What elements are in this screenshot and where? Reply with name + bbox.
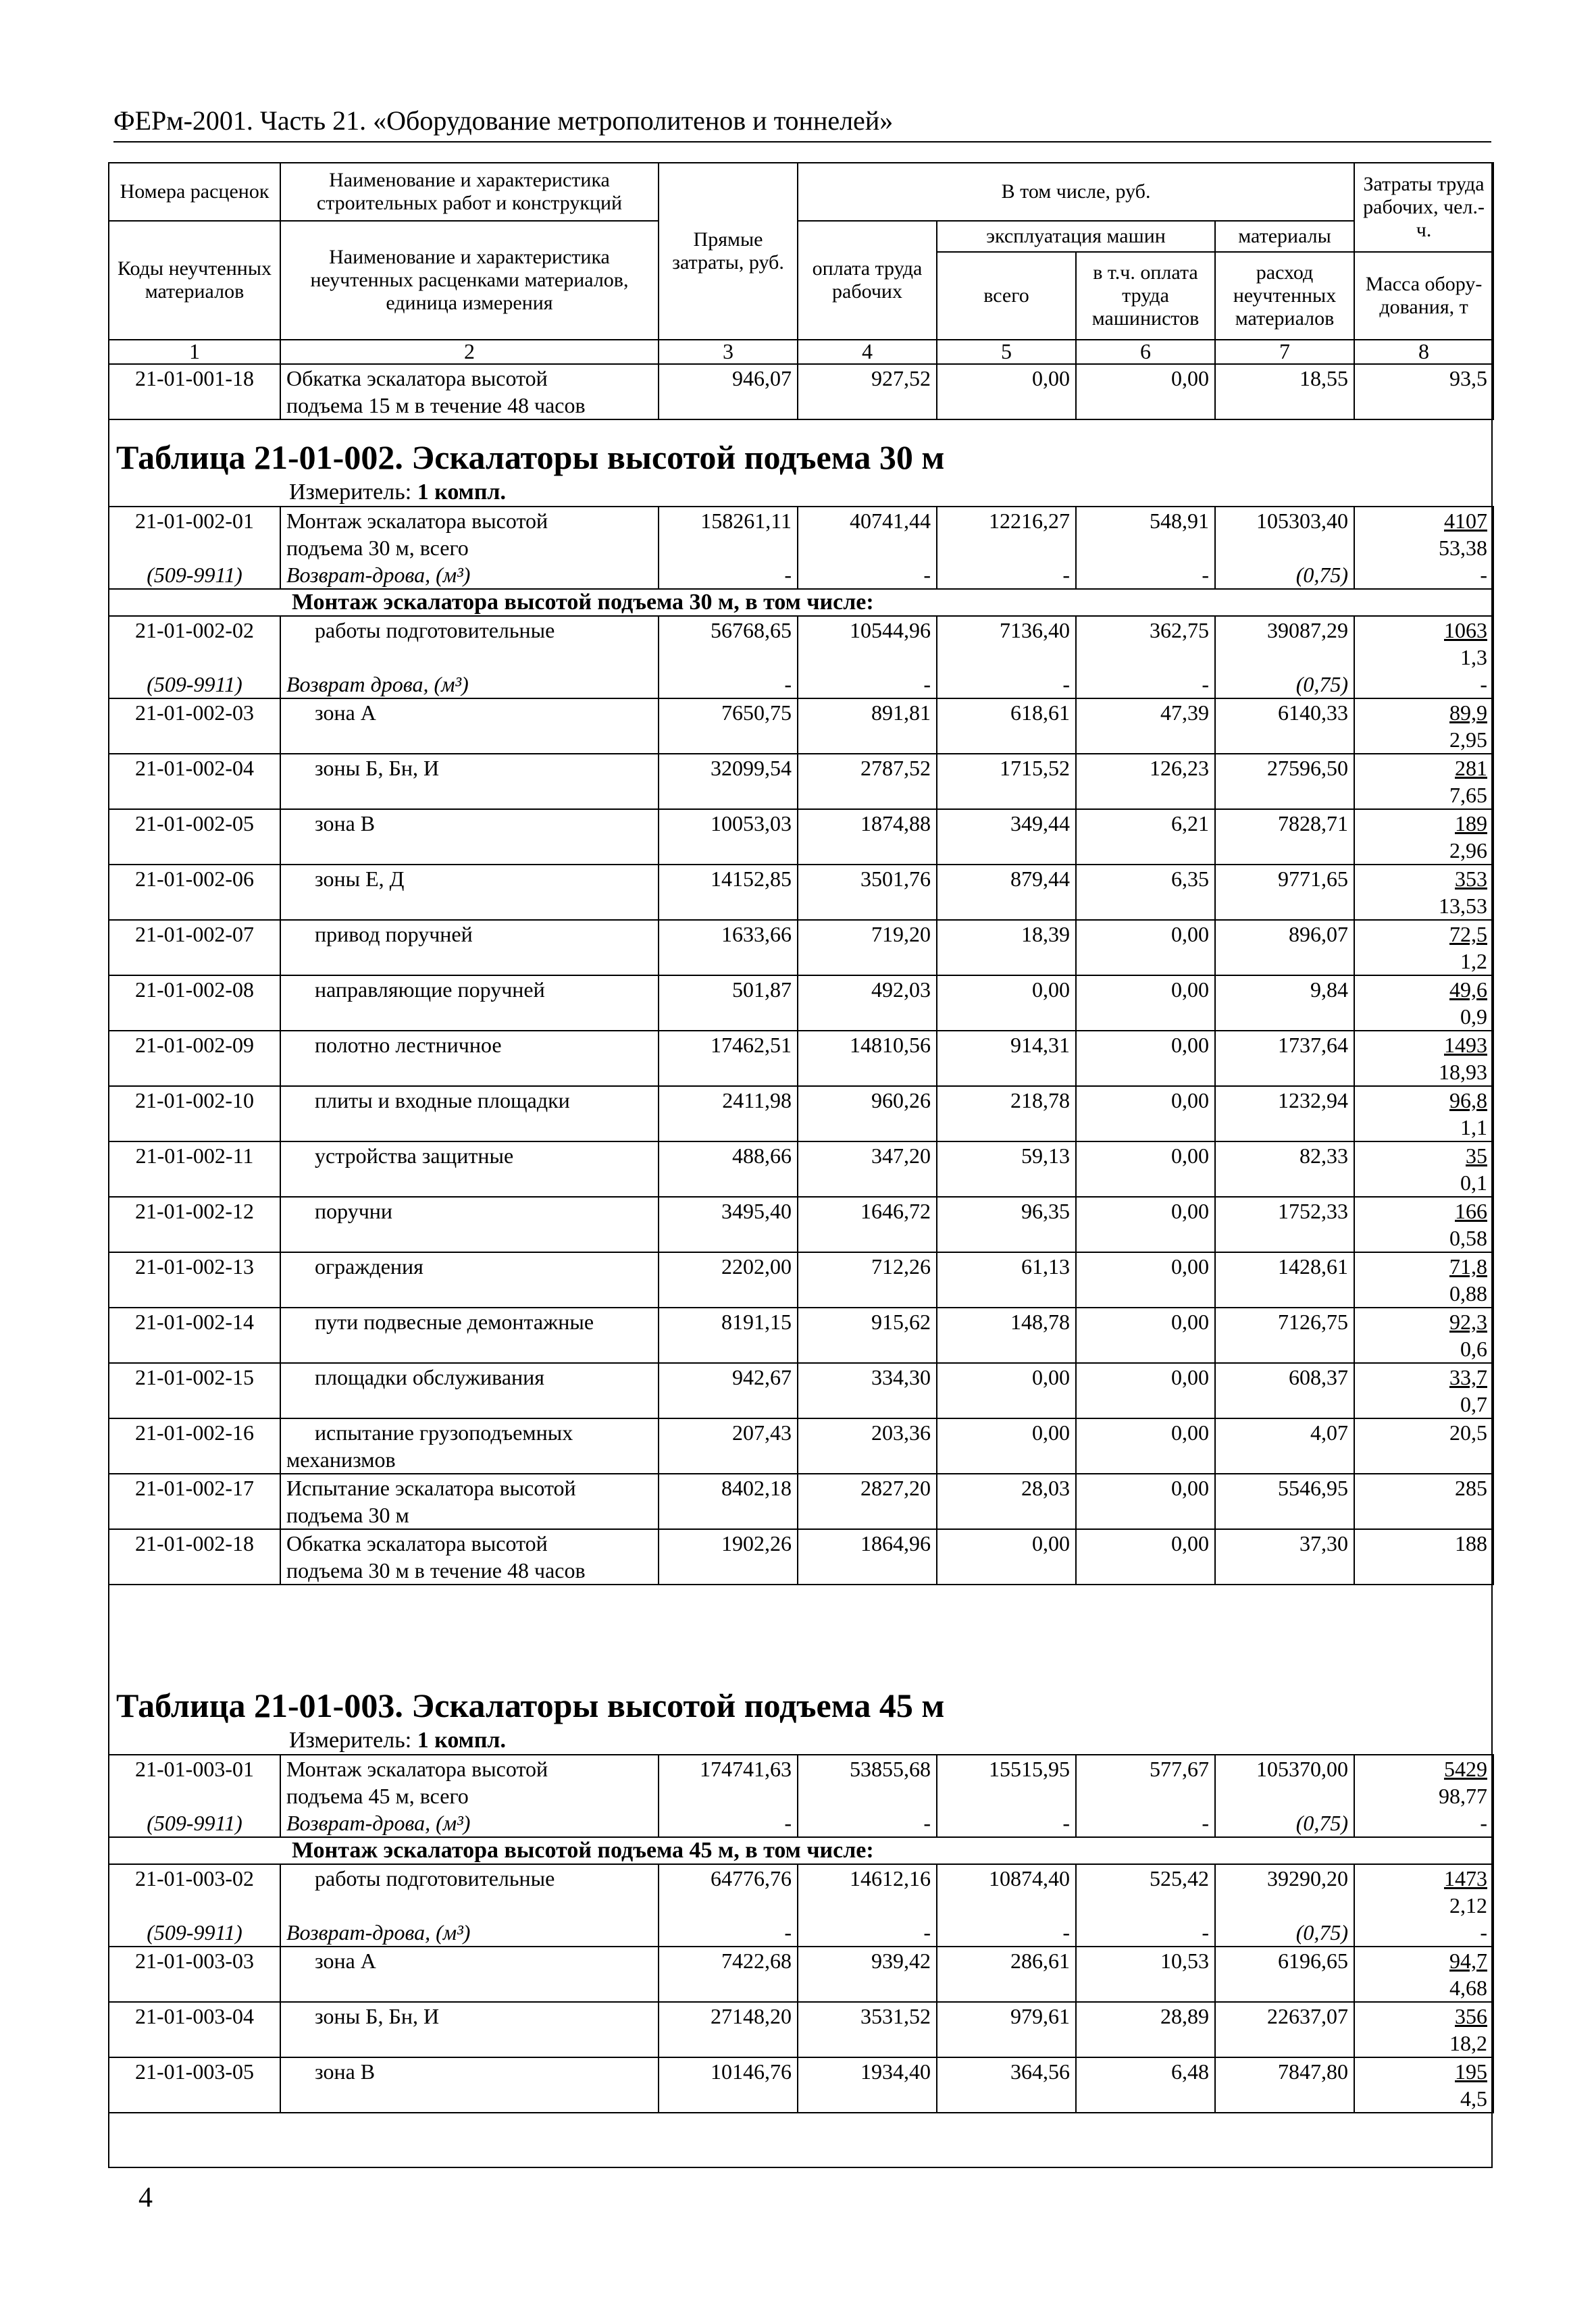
row-labor: 14810,56 [798,1031,937,1086]
row-mach: 10874,40 - [937,1864,1076,1947]
row-mat: 1737,64 [1215,1031,1354,1086]
row-mach: 1715,52 [937,754,1076,809]
row-cost: 72,5 1,2 [1354,920,1493,975]
table-row [109,975,1493,1031]
row-mach-pay: 126,23 [1076,754,1215,809]
row-mach-pay: 0,00 [1076,920,1215,975]
row-code: 21-01-002-11 [109,1141,280,1197]
row-mach: 218,78 [937,1086,1076,1141]
row-labor: 3501,76 [798,865,937,920]
row-cost: 281 7,65 [1354,754,1493,809]
row-mat: 82,33 [1215,1141,1354,1197]
row-mach-pay: 6,48 [1076,2057,1215,2113]
row-labor: 492,03 [798,975,937,1031]
row-code: 21-01-003-03 [109,1947,280,2002]
row-mat: 7126,75 [1215,1308,1354,1363]
row-mat: 9771,65 [1215,865,1354,920]
row-name: зоны Б, Бн, И [280,754,659,809]
row-mach: 979,61 [937,2002,1076,2057]
row-cost: 35 0,1 [1354,1141,1493,1197]
row-labor: 347,20 [798,1141,937,1197]
row-mat: 22637,07 [1215,2002,1354,2057]
table-row [109,1197,1493,1252]
row-code: 21-01-002-14 [109,1308,280,1363]
col-num: 6 [1076,340,1215,364]
row-labor: 14612,16 - [798,1864,937,1947]
row-code: 21-01-002-16 [109,1418,280,1474]
row-direct: 158261,11 - [659,507,798,589]
row-mach-pay: 0,00 [1076,1086,1215,1141]
row-code: 21-01-003-04 [109,2002,280,2057]
row-name: Монтаж эскалатора высотой подъема 30 м, всего Возврат-дрова, (м³) [280,507,659,589]
page-number: 4 [138,2182,153,2213]
row-name: направляющие поручней [280,975,659,1031]
row-direct: 27148,20 [659,2002,798,2057]
row-mat: 1428,61 [1215,1252,1354,1308]
rates-table-30m [108,506,1494,1585]
row-code: 21-01-003-01 (509-9911) [109,1755,280,1837]
row-direct: 3495,40 [659,1197,798,1252]
row-name: плиты и входные площадки [280,1086,659,1141]
table-row [109,1252,1493,1308]
row-direct: 946,07 [659,364,798,419]
row-name: зона В [280,809,659,865]
col-num: 2 [280,340,659,364]
table-row [109,2002,1493,2057]
row-mat: 39087,29 (0,75) [1215,616,1354,698]
column-header-table [108,162,1494,420]
col-num: 5 [937,340,1076,364]
row-mach-pay: 577,67 - [1076,1755,1215,1837]
row-mach: 15515,95 - [937,1755,1076,1837]
col-materials: материалы [1215,221,1354,252]
col-code-top: Номера расценок [109,163,280,221]
row-cost: 1493 18,93 [1354,1031,1493,1086]
row-code: 21-01-002-06 [109,865,280,920]
row-mat: 18,55 [1215,364,1354,419]
row-name: зона В [280,2057,659,2113]
table-row [109,2057,1493,2113]
row-code: 21-01-002-09 [109,1031,280,1086]
row-direct: 2202,00 [659,1252,798,1308]
table-row [109,507,1493,589]
measure-line: Измеритель: 1 компл. [289,480,507,505]
row-cost: 4107 53,38 - [1354,507,1493,589]
row-direct: 1902,26 [659,1529,798,1585]
row-code: 21-01-002-18 [109,1529,280,1585]
row-labor: 891,81 [798,698,937,754]
row-cost: 195 4,5 [1354,2057,1493,2113]
row-code: 21-01-002-10 [109,1086,280,1141]
row-mach-pay: 0,00 [1076,1031,1215,1086]
row-cost: 89,9 2,95 [1354,698,1493,754]
col-labor-pay: оплата труда рабочих [798,221,937,340]
row-labor: 53855,68 - [798,1755,937,1837]
row-cost: 166 0,58 [1354,1197,1493,1252]
subheading-text: Монтаж эскалатора высотой подъема 30 м, в том числе: [109,589,1493,616]
row-mat: 6196,65 [1215,1947,1354,2002]
row-mach-pay: 28,89 [1076,2002,1215,2057]
table-row [109,809,1493,865]
row-cost: 1473 2,12 - [1354,1864,1493,1947]
row-labor: 927,52 [798,364,937,419]
col-mat-use: расход неучтенных материалов [1215,252,1354,340]
section-subheading [109,589,1493,616]
row-cost: 353 13,53 [1354,865,1493,920]
row-mach-pay: 10,53 [1076,1947,1215,2002]
row-labor: 40741,44 - [798,507,937,589]
row-direct: 1633,66 [659,920,798,975]
row-mat: 7828,71 [1215,809,1354,865]
row-code: 21-01-002-04 [109,754,280,809]
row-mach: 59,13 [937,1141,1076,1197]
table-21-01-003 [108,1684,1493,2113]
rates-table-45m [108,1754,1494,2113]
row-mach-pay: 548,91 - [1076,507,1215,589]
row-mach-pay: 525,42 - [1076,1864,1215,1947]
row-name: поручни [280,1197,659,1252]
row-mach: 879,44 [937,865,1076,920]
row-code: 21-01-002-03 [109,698,280,754]
table-row [109,1947,1493,2002]
row-labor: 10544,96 - [798,616,937,698]
row-direct: 7422,68 [659,1947,798,2002]
table-row [109,1418,1493,1474]
row-cost: 94,7 4,68 [1354,1947,1493,2002]
row-labor: 203,36 [798,1418,937,1474]
row-direct: 17462,51 [659,1031,798,1086]
row-labor: 915,62 [798,1308,937,1363]
row-labor: 719,20 [798,920,937,975]
table-row [109,616,1493,698]
table-row [109,1864,1493,1947]
row-name: Монтаж эскалатора высотой подъема 45 м, всего Возврат-дрова, (м³) [280,1755,659,1837]
row-name: площадки обслуживания [280,1363,659,1418]
row-name: ограждения [280,1252,659,1308]
row-cost: 188 [1354,1529,1493,1585]
row-direct: 488,66 [659,1141,798,1197]
row-labor: 939,42 [798,1947,937,2002]
row-name: испытание грузоподъемных механизмов [280,1418,659,1474]
measure-line: Измеритель: 1 компл. [289,1728,507,1753]
table-row [109,1308,1493,1363]
col-num: 7 [1215,340,1354,364]
subheading-text: Монтаж эскалатора высотой подъема 45 м, в том числе: [109,1837,1493,1864]
col-mach-pay: в т.ч. оплата труда машинистов [1076,252,1215,340]
row-mach: 364,56 [937,2057,1076,2113]
row-mat: 9,84 [1215,975,1354,1031]
col-mass: Масса обору-дования, т [1354,252,1493,340]
row-labor: 1934,40 [798,2057,937,2113]
row-code: 21-01-001-18 [109,364,280,419]
row-mach-pay: 0,00 [1076,1418,1215,1474]
table-title: Таблица 21-01-003. Эскалаторы высотой подъема 45 м [116,1687,945,1724]
row-mat: 105370,00 (0,75) [1215,1755,1354,1837]
row-name: привод поручней [280,920,659,975]
table-row [109,1474,1493,1529]
row-mach: 18,39 [937,920,1076,975]
row-code: 21-01-003-02 (509-9911) [109,1864,280,1947]
row-cost: 92,3 0,6 [1354,1308,1493,1363]
row-direct: 942,67 [659,1363,798,1418]
row-cost: 5429 98,77 - [1354,1755,1493,1837]
row-mach: 349,44 [937,809,1076,865]
row-labor: 1864,96 [798,1529,937,1585]
row-mat: 5546,95 [1215,1474,1354,1529]
row-direct: 174741,63 - [659,1755,798,1837]
row-mat: 6140,33 [1215,698,1354,754]
col-name-top: Наименование и характеристика строительных работ и конструкций [280,163,659,221]
row-mat: 1752,33 [1215,1197,1354,1252]
col-num: 4 [798,340,937,364]
row-mach: 148,78 [937,1308,1076,1363]
row-mat: 27596,50 [1215,754,1354,809]
row-cost: 20,5 [1354,1418,1493,1474]
row-code: 21-01-002-07 [109,920,280,975]
row-labor: 334,30 [798,1363,937,1418]
row-name: зона А [280,698,659,754]
table-row [109,1529,1493,1585]
row-name: Обкатка эскалатора высотой подъема 15 м в течение 48 часов [280,364,659,419]
row-mach: 0,00 [937,1418,1076,1474]
row-direct: 64776,76 - [659,1864,798,1947]
col-direct: Прямые затраты, руб. [659,163,798,340]
col-mach-total: всего [937,252,1076,340]
col-incl: В том числе, руб. [798,163,1354,221]
row-mat: 4,07 [1215,1418,1354,1474]
row-cost: 285 [1354,1474,1493,1529]
col-num: 1 [109,340,280,364]
row-cost: 93,5 [1354,364,1493,419]
table-row [109,920,1493,975]
row-name: пути подвесные демонтажные [280,1308,659,1363]
col-num: 3 [659,340,798,364]
row-cost: 356 18,2 [1354,2002,1493,2057]
row-mach: 914,31 [937,1031,1076,1086]
row-mat: 105303,40 (0,75) [1215,507,1354,589]
row-mach: 0,00 [937,975,1076,1031]
row-name: устройства защитные [280,1141,659,1197]
section-subheading [109,1837,1493,1864]
table-row [109,1363,1493,1418]
row-mach-pay: 0,00 [1076,1141,1215,1197]
row-mach-pay: 0,00 [1076,1474,1215,1529]
row-name: Испытание эскалатора высотой подъема 30 м [280,1474,659,1529]
row-code: 21-01-002-01 (509-9911) [109,507,280,589]
col-labor-cost: Затраты труда рабочих, чел.-ч. [1354,163,1493,252]
row-code: 21-01-002-15 [109,1363,280,1418]
row-labor: 1646,72 [798,1197,937,1252]
row-direct: 56768,65 - [659,616,798,698]
row-mat: 37,30 [1215,1529,1354,1585]
row-cost: 96,8 1,1 [1354,1086,1493,1141]
row-direct: 10053,03 [659,809,798,865]
row-labor: 2827,20 [798,1474,937,1529]
row-name: зоны Е, Д [280,865,659,920]
row-mach-pay: 0,00 [1076,975,1215,1031]
row-direct: 2411,98 [659,1086,798,1141]
row-code: 21-01-002-02 (509-9911) [109,616,280,698]
row-mach: 0,00 [937,1529,1076,1585]
row-mach-pay: 6,21 [1076,809,1215,865]
row-mach-pay: 6,35 [1076,865,1215,920]
row-labor: 712,26 [798,1252,937,1308]
row-mat: 896,07 [1215,920,1354,975]
row-mat: 1232,94 [1215,1086,1354,1141]
row-name: зона А [280,1947,659,2002]
row-name: зоны Б, Бн, И [280,2002,659,2057]
row-mach: 12216,27 - [937,507,1076,589]
row-direct: 14152,85 [659,865,798,920]
row-mach: 28,03 [937,1474,1076,1529]
row-mach: 286,61 [937,1947,1076,2002]
table-row [109,865,1493,920]
row-name: работы подготовительные Возврат дрова, (м³) [280,616,659,698]
row-mach-pay: 0,00 [1076,1308,1215,1363]
row-cost: 33,7 0,7 [1354,1363,1493,1418]
row-mat: 608,37 [1215,1363,1354,1418]
row-direct: 8402,18 [659,1474,798,1529]
row-code: 21-01-002-08 [109,975,280,1031]
table-row [109,1086,1493,1141]
page-header: ФЕРм-2001. Часть 21. «Оборудование метрополитенов и тоннелей» [113,105,1491,143]
table-row [109,1141,1493,1197]
col-name-bottom: Наименование и характеристика неучтенных расценками материалов, единица измерения [280,221,659,340]
row-mach-pay: 0,00 [1076,1529,1215,1585]
row-mach: 0,00 [937,364,1076,419]
row-code: 21-01-002-12 [109,1197,280,1252]
row-mach-pay: 0,00 [1076,1363,1215,1418]
row-mach-pay: 362,75 - [1076,616,1215,698]
row-code: 21-01-003-05 [109,2057,280,2113]
row-labor: 1874,88 [798,809,937,865]
table-21-01-002 [108,436,1493,1585]
row-code: 21-01-002-13 [109,1252,280,1308]
row-mach-pay: 0,00 [1076,1197,1215,1252]
row-labor: 2787,52 [798,754,937,809]
row-name: работы подготовительные Возврат-дрова, (м³) [280,1864,659,1947]
row-cost: 1063 1,3 - [1354,616,1493,698]
row-mach-pay: 0,00 [1076,364,1215,419]
col-code-bottom: Коды неучтенных материалов [109,221,280,340]
row-cost: 71,8 0,88 [1354,1252,1493,1308]
table-row [109,1755,1493,1837]
table-row [109,754,1493,809]
row-cost: 189 2,96 [1354,809,1493,865]
row-direct: 32099,54 [659,754,798,809]
row-mat: 7847,80 [1215,2057,1354,2113]
row-cost: 49,6 0,9 [1354,975,1493,1031]
row-code: 21-01-002-17 [109,1474,280,1529]
row-direct: 8191,15 [659,1308,798,1363]
col-num: 8 [1354,340,1493,364]
row-mach: 0,00 [937,1363,1076,1418]
row-labor: 3531,52 [798,2002,937,2057]
table-row [109,364,1493,419]
row-mach-pay: 47,39 [1076,698,1215,754]
row-labor: 960,26 [798,1086,937,1141]
col-machines: эксплуатация машин [937,221,1215,252]
header-block [108,162,1493,420]
row-direct: 501,87 [659,975,798,1031]
table-row [109,698,1493,754]
row-name: Обкатка эскалатора высотой подъема 30 м в течение 48 часов [280,1529,659,1585]
row-mach-pay: 0,00 [1076,1252,1215,1308]
table-title: Таблица 21-01-002. Эскалаторы высотой подъема 30 м [116,438,945,476]
row-mach: 61,13 [937,1252,1076,1308]
row-mach: 618,61 [937,698,1076,754]
row-mat: 39290,20 (0,75) [1215,1864,1354,1947]
table-row [109,1031,1493,1086]
row-direct: 10146,76 [659,2057,798,2113]
row-mach: 7136,40 - [937,616,1076,698]
row-direct: 7650,75 [659,698,798,754]
row-code: 21-01-002-05 [109,809,280,865]
row-name: полотно лестничное [280,1031,659,1086]
row-direct: 207,43 [659,1418,798,1474]
row-mach: 96,35 [937,1197,1076,1252]
